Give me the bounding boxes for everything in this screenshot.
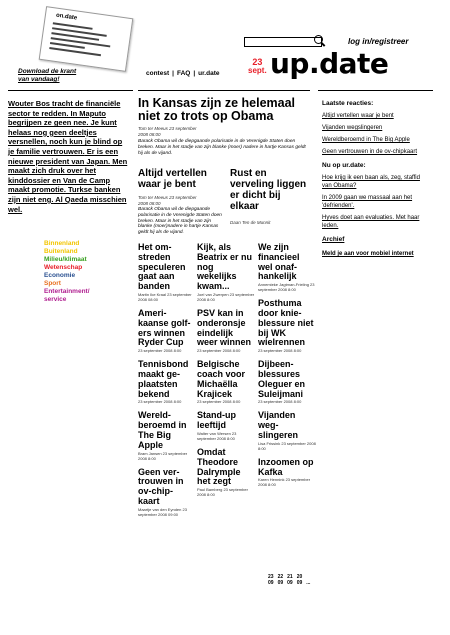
article-meta: Maartje van den Eynden 23 september 2008 09:00	[138, 506, 187, 517]
article-meta: 23 september 2008 8:00	[138, 399, 182, 405]
archive-link[interactable]: Archief	[322, 236, 345, 243]
page-day: 21	[287, 574, 293, 580]
article-teaser	[258, 458, 316, 488]
article-meta: 23 september 2008 8:00	[197, 348, 241, 354]
article-meta: Joel van Zwerpen 23 september 2008 8:00	[197, 291, 255, 302]
article-title[interactable]: Tennisbond maakt ge-plaatsten bekend	[138, 359, 189, 399]
article-title[interactable]: Ameri-kaanse golf-ers winnen Ryder Cup	[138, 307, 191, 348]
category-link[interactable]: Milieu/klimaat	[44, 256, 87, 263]
article-teaser	[258, 411, 316, 450]
paper-line	[49, 47, 101, 56]
sub-article-2-title[interactable]: Rust en verveling liggen er dicht bij elkaar	[230, 168, 307, 212]
headline-summary-link[interactable]: Er is een nieuwe president van Japan.	[8, 146, 119, 166]
article-teaser	[258, 299, 316, 353]
search-input[interactable]	[244, 37, 322, 47]
date-badge	[248, 58, 267, 74]
page-month: 09	[287, 580, 293, 586]
register-link[interactable]: registreer	[371, 37, 409, 46]
login-link[interactable]: log in	[348, 37, 370, 46]
sub-article-1-title[interactable]: Altijd vertellen waar je bent	[138, 168, 207, 190]
article-meta: Paul Bamberg 23 september 2008 8:00	[197, 487, 248, 498]
download-link[interactable]: Download de krant van vandaag!	[18, 68, 77, 83]
category-link[interactable]: Entertainment/	[44, 288, 90, 295]
article-title[interactable]: Omdat Theodore Dalrymple het zegt	[197, 446, 241, 487]
now-on-title: Nu op ur.date:	[322, 162, 366, 169]
latest-reaction-link[interactable]: Geen vertrouwen in de ov-chipkaart	[322, 149, 418, 155]
latest-reactions-title: Laatste reacties:	[322, 100, 374, 107]
nav-contest[interactable]: contest	[146, 70, 170, 77]
article-title[interactable]: Belgische coach voor Michaëlla Krajicek	[197, 359, 246, 399]
headline-summary-link[interactable]: In Maputo begrijpen ze geen nee.	[8, 108, 106, 128]
page-day: 23	[268, 574, 274, 580]
headline-summary-link[interactable]: Van de Camp maakt promotie.	[8, 175, 111, 195]
article-meta: 23 september 2008 8:00	[258, 399, 302, 405]
article-teaser	[138, 309, 194, 353]
article-teaser	[138, 411, 194, 460]
page-day: ...	[306, 580, 311, 586]
headline-summary-link[interactable]: Turkse banken zijn niet eng.	[8, 185, 121, 204]
latest-reaction-link[interactable]: Wereldberoemd in The Big Apple	[322, 137, 410, 143]
divider	[138, 90, 310, 91]
latest-reaction-link[interactable]: Vijanden wegslingeren	[322, 125, 383, 131]
article-title[interactable]: Posthuma door knie-blessure niet bij WK wielrennen	[258, 298, 314, 348]
page-archive-nav	[268, 574, 314, 586]
lead-headline[interactable]: In Kansas zijn ze helemaal niet zo trots op Obama	[138, 96, 296, 123]
page-month: 09	[296, 580, 303, 586]
article-meta: Walter van Wersen 23 september 2008 8:00	[197, 430, 237, 441]
headline-summary-link[interactable]: Wouter Bos tracht de financiële sector te redden.	[8, 99, 121, 118]
nav-sep: |	[172, 70, 174, 77]
page-month: 09	[277, 580, 284, 586]
page-date-link[interactable]	[297, 574, 303, 586]
mobile-signup-link[interactable]: Meld je aan voor mobiel internet	[322, 251, 414, 257]
sub-article-2-meta: Daan Ten de Munnit	[230, 220, 271, 225]
headline-summary-link[interactable]: Men maakt zich druk over het kinddossier en	[8, 156, 128, 185]
article-meta: Bram Jansen 23 september 2008 8:00	[138, 450, 188, 461]
sidebar	[322, 100, 430, 262]
article-meta: Annemieke Jagtman-Frieling 23 september 2008 8:00	[258, 282, 315, 293]
article-teaser	[138, 360, 194, 404]
article-teaser	[197, 360, 255, 404]
article-column-1	[138, 243, 194, 524]
now-on-link[interactable]: In 2009 gaan we massaal aan het 'defrienden'.	[322, 195, 413, 209]
page-day: 20	[296, 574, 303, 580]
nav-sep: |	[193, 70, 196, 77]
headline-summary-link[interactable]: noch kun je blind op je familie vertrouwen.	[8, 137, 123, 156]
lead-intro: Barack Obama wil de diepgaande polarisatie in de Verenigde Staten doen breken. Maar in het stadje van zijn blanke (moer) nadere in hartje Kansas geldt hij als de vijand.	[138, 139, 306, 156]
article-teaser	[197, 309, 255, 353]
article-teaser	[138, 243, 194, 302]
article-meta: 23 september 2008 8:00	[258, 348, 302, 354]
category-link[interactable]: Binnenland	[44, 240, 80, 247]
article-meta: Lisa Frissink 23 september 2008 8:00	[258, 440, 316, 451]
login-register	[348, 37, 408, 46]
article-column-2	[197, 243, 255, 504]
article-title[interactable]: We zijn financieel wel onaf-hankelijk	[258, 242, 300, 282]
sub-article-1-meta: Tom ter Meeus 23 september 2008 08:00	[138, 195, 197, 206]
page-date-link[interactable]	[287, 574, 293, 586]
category-list	[44, 240, 90, 304]
article-title[interactable]: Stand-up leeftijd	[197, 410, 236, 431]
article-meta: Martin Ike Kraal 23 september 2008 08:00	[138, 291, 192, 302]
article-meta: Karen Hennink 23 september 2008 8:00	[258, 477, 311, 488]
site-logo[interactable]: up.date	[270, 47, 389, 80]
article-column-3	[258, 243, 316, 494]
article-teaser	[197, 448, 255, 497]
now-on-link[interactable]: Hoe krijg ik een baan als, zeg, staffid van Obama?	[322, 175, 420, 189]
now-on-list	[322, 174, 430, 230]
search-icon[interactable]	[314, 35, 323, 44]
category-link[interactable]: Buitenland	[44, 248, 78, 255]
date-day: 23	[252, 57, 263, 67]
article-title[interactable]: Dijbeen-blessures Oleguer en Suleijmani	[258, 359, 306, 399]
lead-meta: Tom ter Meeus 23 september 2008 08:00	[138, 126, 197, 137]
category-link[interactable]: Sport	[44, 280, 61, 287]
headlines-summary	[8, 99, 130, 214]
article-teaser	[197, 243, 255, 302]
latest-reactions-list	[322, 112, 430, 156]
now-on-link[interactable]: Hyves doet aan evaluaties. Met haar leden.	[322, 215, 420, 229]
headline-summary-link[interactable]: Je kunt helaas nog geen deeltjes versnellen,	[8, 118, 117, 147]
article-teaser	[138, 468, 194, 517]
divider	[318, 90, 433, 91]
date-month: sept.	[248, 66, 267, 75]
page-date-link[interactable]	[278, 574, 284, 586]
article-title[interactable]: Kijk, als Beatrix er nu nog wekelijks kwam...	[197, 242, 253, 292]
article-teaser	[258, 360, 316, 404]
article-title[interactable]: Het om-streden speculeren gaat aan banden	[138, 242, 186, 292]
latest-reaction-link[interactable]: Altijd vertellen waar je bent	[322, 113, 394, 119]
article-title[interactable]: Geen ver-trouwen in ov-chip-kaart	[138, 466, 184, 506]
divider	[8, 90, 133, 91]
page-month: 09	[268, 580, 274, 586]
login-separator: /	[369, 37, 372, 46]
article-title[interactable]: PSV kan in onderonsje eindelijk weer winnen	[197, 307, 252, 348]
article-title[interactable]: Vijanden weg-slingeren	[258, 410, 299, 440]
article-teaser	[258, 243, 316, 292]
article-meta: 23 september 2008 8:00	[197, 399, 241, 405]
paper-title: on.date	[55, 12, 78, 22]
article-meta: 23 september 2008 8:00	[138, 348, 182, 354]
sub-article-1-intro: Barack Obama wil de diepgaande polarisatie in de Verenigde Staten doen breken. Maar in het stadje van zijn blanke (moer)nadere in hartje Kansas geldt hij als de vijand.	[138, 207, 222, 236]
page-date-link[interactable]	[268, 574, 274, 586]
top-nav	[146, 70, 222, 77]
nav-faq[interactable]: FAQ	[176, 70, 191, 77]
page-day: 22	[277, 574, 284, 580]
newspaper-thumbnail[interactable]	[39, 6, 134, 72]
category-link[interactable]: Economie	[44, 272, 76, 279]
page-date-link[interactable]	[306, 580, 310, 586]
nav-urdate[interactable]: ur.date	[198, 70, 220, 77]
headline-summary-link[interactable]: Al Qaeda misschien wel.	[8, 194, 127, 214]
article-title[interactable]: Wereld-beroemd in The Big Apple	[138, 410, 187, 450]
category-link[interactable]: Wetenschap	[44, 264, 83, 271]
article-teaser	[197, 411, 255, 441]
article-title[interactable]: Inzoomen op Kafka	[258, 456, 314, 477]
category-link[interactable]: service	[44, 296, 67, 303]
